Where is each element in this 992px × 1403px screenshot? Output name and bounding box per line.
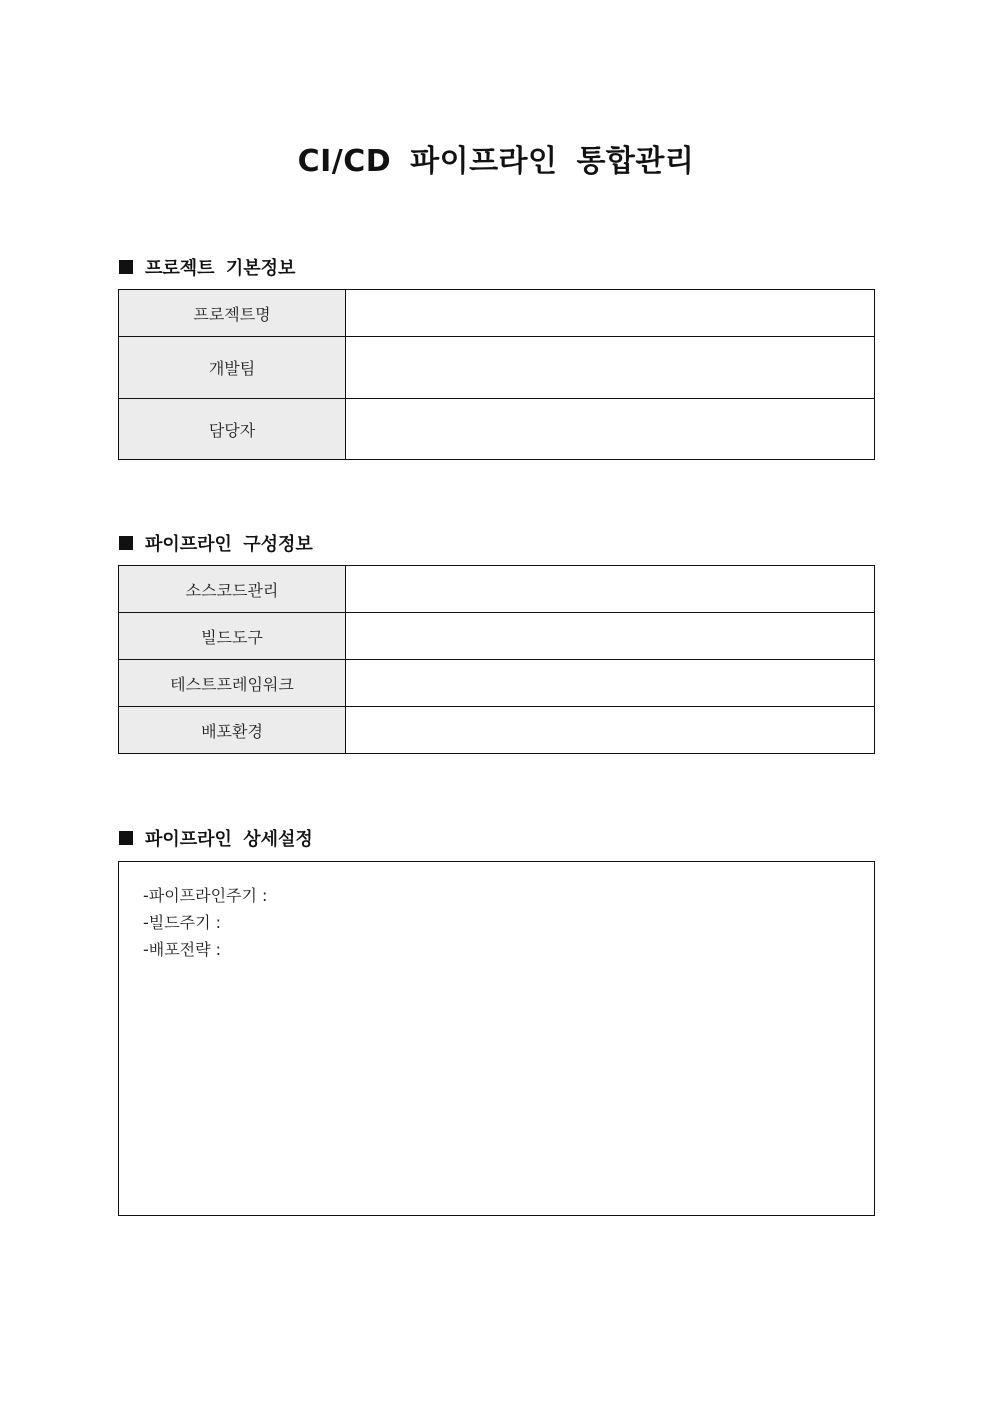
detail-lines [143,882,267,963]
table-row [119,707,875,754]
project-name-field[interactable] [346,290,875,337]
table-row [119,566,875,613]
document-title: CI/CD 파이프라인 통합관리 [297,144,695,179]
square-bullet-icon [119,536,133,550]
section-heading-project-info [119,254,295,280]
row-label: 프로젝트명 [119,290,346,337]
section-heading-pipeline-config [119,530,313,556]
pipeline-cycle-line: -파이프라인주기 : [143,886,268,905]
pipeline-config-table [118,565,875,754]
section-heading-label: 파이프라인 구성정보 [145,534,313,555]
row-label: 테스트프레임워크 [119,660,346,707]
row-label: 빌드도구 [119,613,346,660]
table-row [119,290,875,337]
deploy-env-field[interactable] [346,707,875,754]
section-heading-label: 프로젝트 기본정보 [145,258,296,279]
row-label: 배포환경 [119,707,346,754]
square-bullet-icon [119,260,133,274]
row-label: 개발팀 [119,337,346,399]
table-row [119,660,875,707]
manager-field[interactable] [346,399,875,460]
section-heading-pipeline-detail [119,825,313,851]
build-tool-field[interactable] [346,613,875,660]
row-label: 소스코드관리 [119,566,346,613]
pipeline-detail-box[interactable] [118,861,875,1216]
deploy-strategy-line: -배포전략 : [143,940,222,959]
table-row [119,399,875,460]
table-row [119,337,875,399]
scm-field[interactable] [346,566,875,613]
section-heading-label: 파이프라인 상세설정 [145,829,313,850]
project-info-table [118,289,875,460]
dev-team-field[interactable] [346,337,875,399]
build-cycle-line: -빌드주기 : [143,913,222,932]
test-framework-field[interactable] [346,660,875,707]
row-label: 담당자 [119,399,346,460]
table-row [119,613,875,660]
square-bullet-icon [119,831,133,845]
